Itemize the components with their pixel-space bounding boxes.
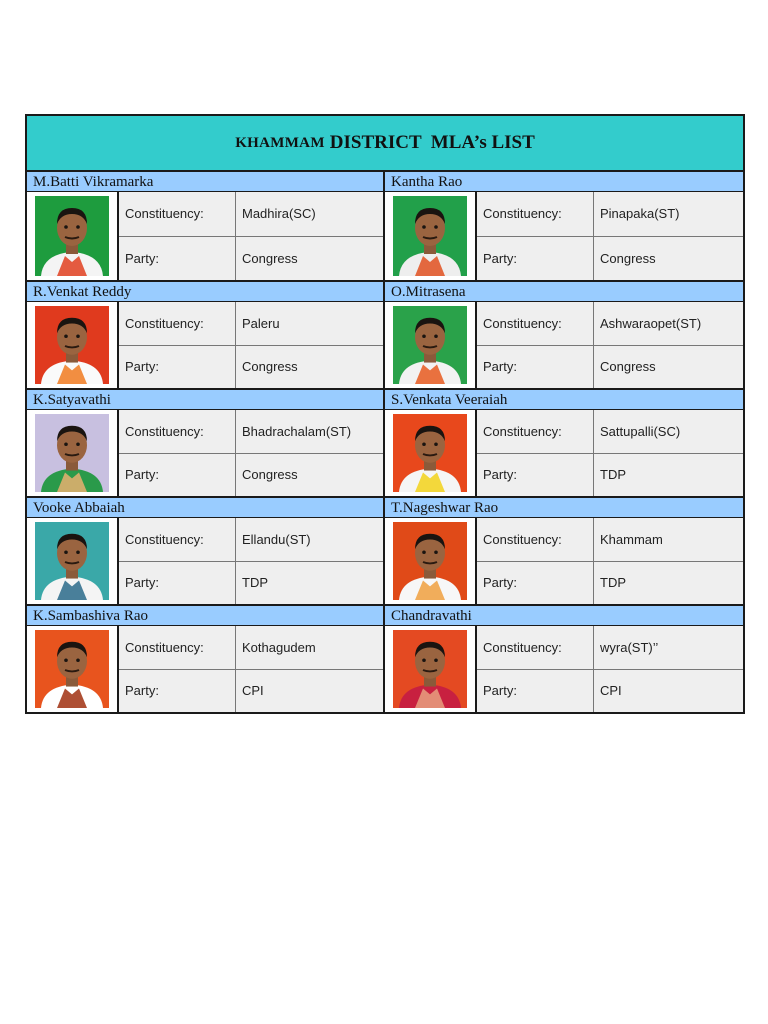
mla-card xyxy=(27,606,385,712)
party-value: Congress xyxy=(236,454,383,497)
party-label: Party: xyxy=(477,237,594,281)
mla-details xyxy=(385,192,743,280)
constituency-label: Constituency: xyxy=(119,518,236,561)
mla-card xyxy=(27,390,385,496)
mla-card xyxy=(385,282,743,388)
party-row xyxy=(119,346,383,389)
mla-details xyxy=(27,410,383,496)
mla-info xyxy=(119,302,383,388)
constituency-label: Constituency: xyxy=(477,518,594,561)
constituency-value: Madhira(SC) xyxy=(236,192,383,236)
mla-photo xyxy=(27,192,119,280)
party-value: TDP xyxy=(594,454,743,497)
mla-list-table xyxy=(25,114,745,714)
mla-details xyxy=(385,410,743,496)
party-row xyxy=(477,237,743,281)
mla-info xyxy=(477,626,743,712)
constituency-row xyxy=(119,518,383,562)
mla-card xyxy=(385,606,743,712)
party-value: TDP xyxy=(236,562,383,605)
portrait-icon xyxy=(35,306,109,384)
constituency-value: Kothagudem xyxy=(236,626,383,669)
mla-info xyxy=(477,410,743,496)
mla-info xyxy=(119,192,383,280)
mla-details xyxy=(27,302,383,388)
party-row xyxy=(477,670,743,713)
mla-name: O.Mitrasena xyxy=(385,282,743,302)
mla-name: T.Nageshwar Rao xyxy=(385,498,743,518)
mla-card xyxy=(27,172,385,280)
party-value: CPI xyxy=(236,670,383,713)
mla-card xyxy=(385,390,743,496)
constituency-value: Pinapaka(ST) xyxy=(594,192,743,236)
mla-photo xyxy=(27,302,119,388)
portrait-icon xyxy=(393,306,467,384)
mla-row xyxy=(27,498,743,606)
constituency-label: Constituency: xyxy=(119,302,236,345)
party-value: CPI xyxy=(594,670,743,713)
portrait-icon xyxy=(393,196,467,276)
constituency-row xyxy=(119,192,383,237)
mla-details xyxy=(385,518,743,604)
party-value: Congress xyxy=(594,346,743,389)
mla-details xyxy=(27,518,383,604)
party-row xyxy=(477,454,743,497)
constituency-value: Ellandu(ST) xyxy=(236,518,383,561)
constituency-row xyxy=(477,302,743,346)
constituency-value: Sattupalli(SC) xyxy=(594,410,743,453)
mla-details xyxy=(385,626,743,712)
mla-photo xyxy=(385,518,477,604)
mla-row xyxy=(27,172,743,282)
constituency-row xyxy=(119,302,383,346)
mla-photo xyxy=(27,410,119,496)
mla-row xyxy=(27,282,743,390)
mla-details xyxy=(27,626,383,712)
party-row xyxy=(477,346,743,389)
party-row xyxy=(119,670,383,713)
mla-info xyxy=(119,410,383,496)
constituency-row xyxy=(477,410,743,454)
portrait-icon xyxy=(393,630,467,708)
mla-info xyxy=(119,626,383,712)
mla-card xyxy=(385,172,743,280)
portrait-icon xyxy=(35,414,109,492)
mla-name: K.Sambashiva Rao xyxy=(27,606,383,626)
mla-photo xyxy=(385,302,477,388)
party-value: Congress xyxy=(236,237,383,281)
constituency-label: Constituency: xyxy=(477,410,594,453)
mla-row xyxy=(27,390,743,498)
constituency-value: Paleru xyxy=(236,302,383,345)
party-label: Party: xyxy=(477,670,594,713)
title-main: DISTRICT MLA’s LIST xyxy=(329,132,535,153)
constituency-value: wyra(ST)’’ xyxy=(594,626,743,669)
constituency-row xyxy=(477,518,743,562)
mla-info xyxy=(477,192,743,280)
party-row xyxy=(119,454,383,497)
party-label: Party: xyxy=(119,670,236,713)
portrait-icon xyxy=(393,522,467,600)
constituency-value: Ashwaraopet(ST) xyxy=(594,302,743,345)
constituency-row xyxy=(119,410,383,454)
constituency-label: Constituency: xyxy=(477,626,594,669)
mla-name: M.Batti Vikramarka xyxy=(27,172,383,192)
portrait-icon xyxy=(393,414,467,492)
mla-name: Kantha Rao xyxy=(385,172,743,192)
party-value: Congress xyxy=(236,346,383,389)
constituency-row xyxy=(477,626,743,670)
constituency-row xyxy=(119,626,383,670)
mla-grid xyxy=(27,172,743,712)
party-label: Party: xyxy=(119,237,236,281)
portrait-icon xyxy=(35,196,109,276)
party-label: Party: xyxy=(477,346,594,389)
mla-info xyxy=(477,518,743,604)
party-row xyxy=(477,562,743,605)
mla-name: Vooke Abbaiah xyxy=(27,498,383,518)
party-label: Party: xyxy=(119,346,236,389)
mla-info xyxy=(477,302,743,388)
mla-photo xyxy=(27,626,119,712)
mla-card xyxy=(27,282,385,388)
constituency-label: Constituency: xyxy=(477,192,594,236)
constituency-label: Constituency: xyxy=(119,192,236,236)
mla-photo xyxy=(385,192,477,280)
constituency-value: Khammam xyxy=(594,518,743,561)
party-row xyxy=(119,562,383,605)
party-label: Party: xyxy=(119,454,236,497)
party-label: Party: xyxy=(119,562,236,605)
mla-photo xyxy=(27,518,119,604)
mla-name: R.Venkat Reddy xyxy=(27,282,383,302)
mla-info xyxy=(119,518,383,604)
mla-photo xyxy=(385,626,477,712)
party-row xyxy=(119,237,383,281)
portrait-icon xyxy=(35,630,109,708)
mla-card xyxy=(27,498,385,604)
party-label: Party: xyxy=(477,562,594,605)
party-value: TDP xyxy=(594,562,743,605)
party-value: Congress xyxy=(594,237,743,281)
constituency-label: Constituency: xyxy=(119,410,236,453)
title-district-name: KHAMMAM xyxy=(235,134,325,151)
party-label: Party: xyxy=(477,454,594,497)
title-bar xyxy=(27,116,743,172)
mla-name: K.Satyavathi xyxy=(27,390,383,410)
mla-row xyxy=(27,606,743,712)
constituency-label: Constituency: xyxy=(119,626,236,669)
mla-name: Chandravathi xyxy=(385,606,743,626)
mla-name: S.Venkata Veeraiah xyxy=(385,390,743,410)
constituency-label: Constituency: xyxy=(477,302,594,345)
constituency-value: Bhadrachalam(ST) xyxy=(236,410,383,453)
mla-card xyxy=(385,498,743,604)
mla-details xyxy=(385,302,743,388)
mla-photo xyxy=(385,410,477,496)
portrait-icon xyxy=(35,522,109,600)
mla-details xyxy=(27,192,383,280)
constituency-row xyxy=(477,192,743,237)
